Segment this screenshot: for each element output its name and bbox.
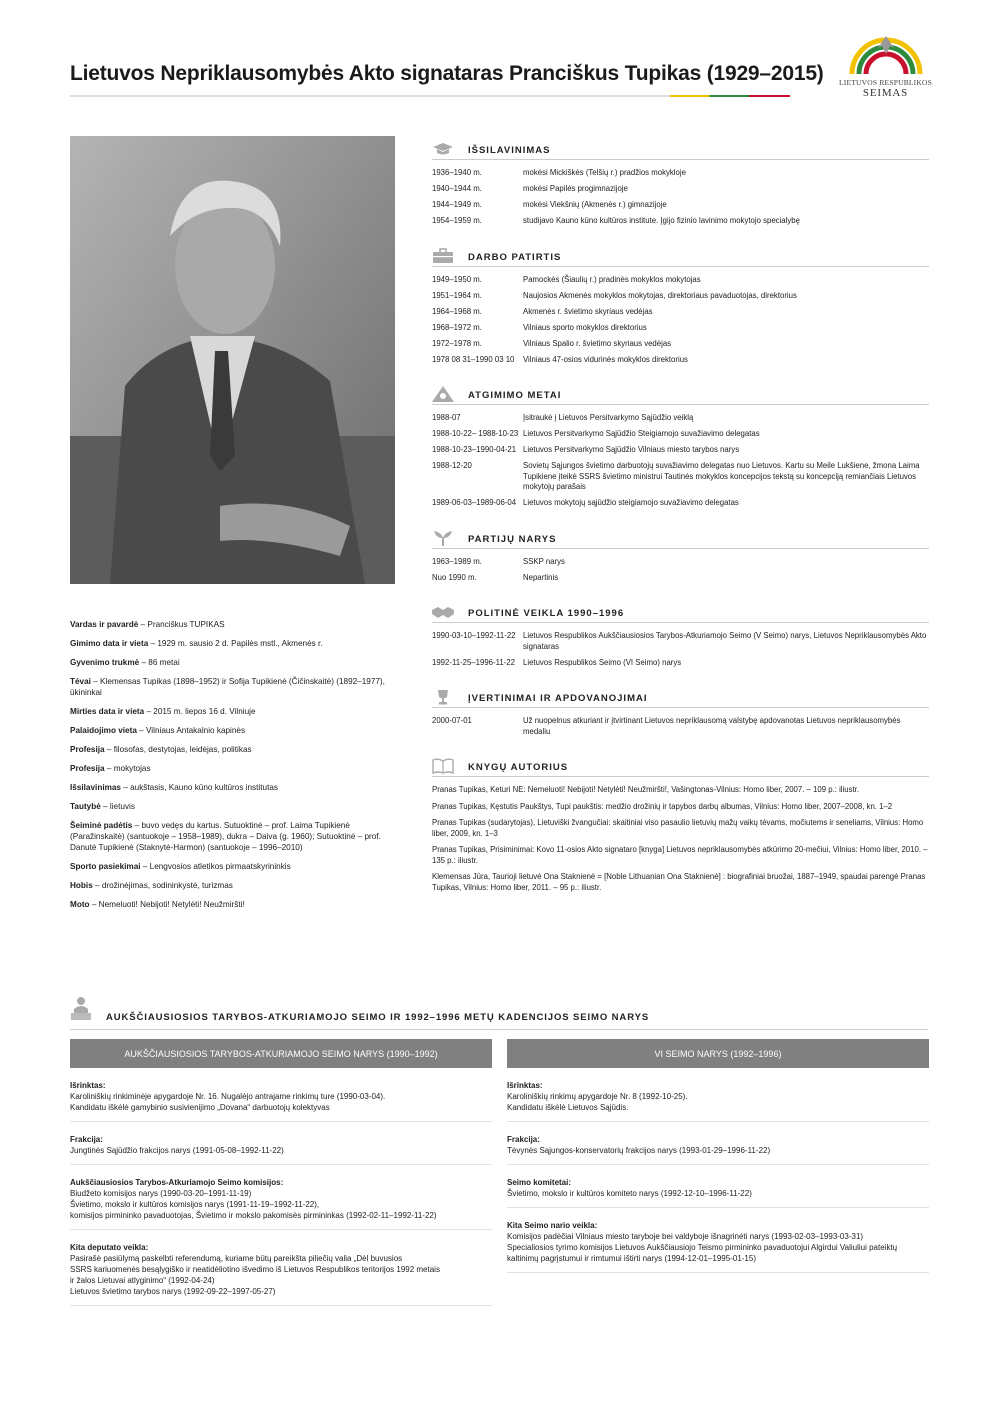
list-item — [432, 429, 929, 440]
info-line: Komisijos padėčiai Vilniaus miesto taryboje bei valdyboje išnagrinėti narys (1993-02-03–1993-03-31) — [507, 1232, 864, 1241]
section-header — [432, 142, 929, 160]
info-line: Specialiosios tyrimo komisijos Lietuvos Aukščiausiojo Teismo pirmininko pavaduotojui Algirdui Valiuliui pateiktų — [507, 1243, 898, 1252]
item-text: Akmenės r. švietimo skyriaus vedėjas — [523, 306, 653, 316]
section-title: PARTIJŲ NARYS — [468, 533, 557, 545]
section-sprout — [432, 531, 929, 584]
list-item — [432, 785, 929, 796]
item-text: Pranas Tupikas, Keturi NE: Nemeluoti! Nebijoti! Netylėti! Neužmiršti!, Vašingtonas-Vilnius: Homo liber, 2007. – 109 p.: iliustr. — [432, 785, 860, 794]
item-text: Sovietų Sąjungos švietimo darbuotojų suvažiavimo delegatas nuo Lietuvos. Kartu su Meile Lukšiene, žmona Laima Tupikiene įteikė SSRS švietimo ministrui Tautinės mokyklos koncepcijos tekstą su koncepciją remiančiais Lietuvos mokytojų parašais — [523, 461, 920, 491]
info-block-heading: Frakcija: — [70, 1135, 103, 1144]
profile-item — [70, 763, 400, 774]
profile-item — [70, 638, 400, 649]
info-block — [507, 1165, 929, 1208]
profile-item — [70, 782, 400, 793]
profile-label: Šeiminė padėtis — [70, 821, 133, 830]
profile-label: Gimimo data ir vieta — [70, 639, 149, 648]
briefcase-icon — [432, 248, 454, 264]
profile-item — [70, 880, 400, 891]
list-item — [432, 355, 929, 366]
section-title: ATGIMIMO METAI — [468, 390, 562, 401]
item-text: Naujosios Akmenės mokyklos mokytojas, direktoriaus pavaduotojas, direktorius — [523, 290, 797, 300]
item-date: 1988-07 — [432, 413, 461, 422]
item-date: 1954–1959 m. — [432, 216, 482, 225]
info-block — [70, 1068, 492, 1122]
item-date: 1992-11-25–1996-11-22 — [432, 657, 515, 667]
info-block — [70, 1122, 492, 1165]
item-text: studijavo Kauno kūno kultūros institute. Įgijo fizinio lavinimo mokytojo specialybę — [523, 216, 800, 225]
list-item — [432, 631, 929, 652]
info-block-heading: Aukščiausiosios Tarybos-Atkuriamojo Seimo komisijos: — [70, 1178, 284, 1187]
list-item — [432, 845, 929, 866]
section-title: IŠSILAVINIMAS — [468, 145, 551, 156]
item-date: 1989-06-03–1989-06-04 — [432, 498, 517, 507]
section-header — [432, 759, 929, 777]
item-date: 2000-07-01 — [432, 716, 472, 725]
list-item — [432, 461, 929, 493]
item-date: 1978 08 31–1990 03 10 — [432, 354, 515, 364]
list-item — [432, 658, 929, 669]
section-open-book — [432, 759, 929, 893]
section-graduation-cap — [432, 142, 929, 227]
section-trophy — [432, 690, 929, 737]
item-text: mokėsi Mickiškės (Telšių r.) pradžios mokykloje — [523, 168, 686, 177]
page-title: Lietuvos Nepriklausomybės Akto signataras Pranciškus Tupikas (1929–2015) — [70, 62, 824, 85]
item-text: mokėsi Papilės progimnazijoje — [523, 184, 628, 193]
sajudis-emblem-icon — [432, 386, 454, 402]
section-title: POLITINĖ VEIKLA 1990–1996 — [468, 608, 625, 619]
profile-label: Mirties data ir vieta — [70, 707, 145, 716]
list-item — [432, 498, 929, 509]
profile-label: Vardas ir pavardė — [70, 620, 139, 629]
profile-label: Išsilavinimas — [70, 783, 121, 792]
profile-item — [70, 619, 400, 630]
sprout-icon — [432, 530, 454, 546]
profile-label: Hobis — [70, 881, 93, 890]
info-line: Kandidatu iškėlė Lietuvos Sąjūdis. — [507, 1103, 629, 1112]
item-date: 1944–1949 m. — [432, 200, 482, 209]
seimas-logo — [838, 30, 933, 102]
list-item — [432, 445, 929, 456]
item-date: 1940–1944 m. — [432, 184, 482, 193]
seimas-emblem-icon — [846, 30, 926, 76]
profile-label: Tautybė — [70, 802, 101, 811]
profile-value: – filosofas, destytojas, leidėjas, politikas — [104, 745, 252, 754]
info-line: komisijos pirmininko pavaduotojas, Švietimo ir mokslo pakomisės pirmininkas (1992-02-11–1992-11-22) — [70, 1211, 437, 1220]
list-item — [432, 184, 929, 195]
profile-value: – 86 metai — [139, 658, 180, 667]
profile-label: Palaidojimo vieta — [70, 726, 137, 735]
item-date: 1968–1972 m. — [432, 322, 482, 332]
list-item — [432, 291, 929, 302]
profile-label: Tėvai — [70, 677, 91, 686]
supreme-council-bar: AUKŠČIAUSIOSIOS TARYBOS-ATKURIAMOJO SEIMO NARYS (1990–1992) — [70, 1039, 492, 1068]
info-block-heading: Seimo komitetai: — [507, 1178, 572, 1187]
profile-item — [70, 657, 400, 668]
section-header — [432, 690, 929, 708]
item-date: 1963–1989 m. — [432, 556, 482, 566]
info-block-heading: Išrinktas: — [70, 1081, 106, 1090]
profile-value: – Lengvosios atletikos pirmaatskyrininkis — [140, 862, 291, 871]
profile-item — [70, 725, 400, 736]
list-item — [432, 307, 929, 318]
profile-value: – Nemeluoti! Nebijoti! Netylėti! Neužmiršti! — [89, 900, 245, 909]
profile-value: – mokytojas — [104, 764, 151, 773]
section-title: KNYGŲ AUTORIUS — [468, 762, 569, 773]
info-block-heading: Kita deputato veikla: — [70, 1243, 149, 1252]
info-block — [507, 1068, 929, 1122]
item-date: 1990-03-10–1992-11-22 — [432, 631, 516, 640]
item-text: Klemensas Jūra, Taurioji lietuvė Ona Staknienė = [Noble Lithuanian Ona Staknienė] : biografiniai bruožai, 1887–1949, spaudai parengė Pranas Tupikas, Vilnius: Homo liber, 2011. – 95 p.: iliustr. — [432, 872, 926, 892]
item-text: Įsitraukė į Lietuvos Persitvarkymo Sąjūdžio veiklą — [523, 413, 694, 422]
item-text: Pranas Tupikas, Prisiminimai: Kovo 11-osios Akto signataro [knyga] Lietuvos nepriklausomybės atkūrimo 20-mečiui, Vilnius: Homo liber, 2010. – 135 p.: iliustr. — [432, 845, 928, 865]
profile-value: – 1929 m. sausio 2 d. Papilės mstl., Akmenės r. — [148, 639, 323, 648]
profile-item — [70, 820, 400, 853]
info-line: Švietimo, mokslo ir kultūros komiteto narys (1992-12-10–1996-11-22) — [507, 1189, 752, 1198]
item-date: 1988-10-23–1990-04-21 — [432, 445, 517, 454]
logo-line-1: LIETUVOS RESPUBLIKOS — [839, 78, 932, 87]
profile-value: – 2015 m. liepos 16 d. Vilniuje — [144, 707, 256, 716]
profile-value: – Klemensas Tupikas (1898–1952) ir Sofija Tupikienė (Čičinskaitė) (1892–1977), ūkininkai — [70, 677, 385, 697]
biography-sections — [432, 142, 929, 915]
section-header — [432, 605, 929, 623]
item-text: Vilniaus 47-osios vidurinės mokyklos direktorius — [523, 354, 688, 364]
item-text: Už nuopelnus atkuriant ir įtvirtinant Lietuvos nepriklausomą valstybę apdovanotas Lietuvos nepriklausomybės medaliu — [523, 716, 901, 736]
info-block — [70, 1165, 492, 1230]
supreme-council-column — [70, 1039, 492, 1306]
parliament-section-title: AUKŠČIAUSIOSIOS TARYBOS-ATKURIAMOJO SEIMO IR 1992–1996 METŲ KADENCIJOS SEIMO NARYS — [106, 1012, 650, 1023]
list-item — [432, 802, 929, 813]
item-text: Vilniaus Spalio r. švietimo skyriaus vedėjas — [523, 338, 672, 348]
profile-label: Gyvenimo trukmė — [70, 658, 140, 667]
info-block — [507, 1122, 929, 1165]
profile-label: Profesija — [70, 745, 105, 754]
info-line: Jungtinės Sąjūdžio frakcijos narys (1991-05-08–1992-11-22) — [70, 1146, 284, 1155]
profile-item — [70, 801, 400, 812]
item-text: Lietuvos Respublikos Seimo (VI Seimo) narys — [523, 657, 682, 667]
list-item — [432, 200, 929, 211]
profile-label: Profesija — [70, 764, 105, 773]
parliament-section-header — [70, 995, 928, 1030]
info-block-heading: Kita Seimo nario veikla: — [507, 1221, 598, 1230]
profile-item — [70, 706, 400, 717]
profile-item — [70, 676, 400, 698]
list-item — [432, 413, 929, 424]
info-line: Biudžeto komisijos narys (1990-03-20–1991-11-19) — [70, 1189, 252, 1198]
item-text: Pamockės (Šiaulių r.) pradinės mokyklos mokytojas — [523, 274, 701, 284]
list-item — [432, 716, 929, 737]
handshake-icon — [432, 604, 454, 620]
item-text: Vilniaus sporto mokyklos direktorius — [523, 322, 647, 332]
profile-value: – Pranciškus TUPIKAS — [138, 620, 225, 629]
info-line: Lietuvos švietimo tarybos narys (1992-09-22–1997-05-27) — [70, 1287, 276, 1296]
item-date: 1988-12-20 — [432, 461, 472, 470]
list-item — [432, 557, 929, 568]
profile-item — [70, 861, 400, 872]
section-handshake — [432, 605, 929, 668]
section-title: DARBO PATIRTIS — [468, 251, 562, 263]
info-line: Pasirašė pasiūlymą paskelbti referendumą, kuriame būtų pareikšta piliečių valia „Dėl buvusios — [70, 1254, 403, 1263]
open-book-icon — [432, 758, 454, 774]
info-line: kaltinimų pagrįstumui ir rimtumui ištirti narys (1994-12-01–1995-01-15) — [507, 1254, 756, 1263]
sixth-seimas-bar: VI SEIMO NARYS (1992–1996) — [507, 1039, 929, 1068]
trophy-icon — [432, 689, 454, 705]
item-date: 1972–1978 m. — [432, 338, 482, 348]
profile-value: – aukštasis, Kauno kūno kultūros institutas — [120, 783, 278, 792]
info-line: ir žalos Lietuvai atlyginimo“ (1992-04-24) — [70, 1276, 215, 1285]
profile-value: – drožinėjimas, sodininkystė, turizmas — [92, 881, 233, 890]
item-text: Lietuvos mokytojų sąjūdžio steigiamojo suvažiavimo delegatas — [523, 498, 739, 507]
item-date: 1936–1940 m. — [432, 168, 482, 177]
info-line: Tėvynės Sąjungos-konservatorių frakcijos narys (1993-01-29–1996-11-22) — [507, 1146, 771, 1155]
profile-label: Sporto pasiekimai — [70, 862, 141, 871]
profile-details — [70, 619, 400, 918]
item-text: Nepartinis — [523, 572, 559, 582]
portrait-photo — [70, 136, 395, 584]
info-line: Karoliniškių rinkimų apygardoje Nr. 8 (1992-10-25). — [507, 1092, 688, 1101]
section-briefcase — [432, 249, 929, 366]
item-date: Nuo 1990 m. — [432, 572, 477, 582]
section-sajudis-emblem — [432, 387, 929, 509]
sixth-seimas-column — [507, 1039, 929, 1273]
profile-value: – Vilniaus Antakalnio kapinės — [136, 726, 246, 735]
item-text: Lietuvos Persitvarkymo Sąjūdžio Steigiamojo suvažiavimo delegatas — [523, 429, 760, 438]
profile-label: Moto — [70, 900, 90, 909]
list-item — [432, 323, 929, 334]
item-date: 1988-10-22– 1988-10-23 — [432, 429, 519, 438]
item-text: Pranas Tupikas, Kęstutis Paukštys, Tupi paukštis: medžio drožinių ir tapybos darbų albumas, Vilnius: Homo liber, 2007–2008, kn. 1–2 — [432, 801, 893, 811]
graduation-cap-icon — [432, 141, 454, 157]
info-block — [507, 1208, 929, 1273]
list-item — [432, 339, 929, 350]
list-item — [432, 168, 929, 179]
item-date: 1949–1950 m. — [432, 274, 482, 284]
item-text: Lietuvos Respublikos Aukščiausiosios Tarybos-Atkuriamojo Seimo (V Seimo) narys, Lietuvos Nepriklausomybės Akto signataras — [523, 631, 927, 651]
section-header — [432, 387, 929, 405]
section-header — [432, 531, 929, 549]
info-line: Švietimo, mokslo ir kultūros komisijos narys (1991-11-19–1992-11-22), — [70, 1200, 320, 1209]
info-block-heading: Frakcija: — [507, 1135, 540, 1144]
item-text: mokėsi Viekšnių (Akmenės r.) gimnazijoje — [523, 200, 667, 209]
logo-line-2: SEIMAS — [862, 87, 909, 99]
info-line: SSRS kariuomenės besąlygiško ir neatidėliotino išvedimo iš Lietuvos Respublikos teritorijos 1992 metais — [70, 1265, 440, 1274]
info-block — [70, 1230, 492, 1306]
info-line: Kandidatu iškėlė gamybinio susivienijimo „Dovana“ darbuotojų kolektyvas — [70, 1103, 330, 1112]
list-item — [432, 573, 929, 584]
info-block-heading: Išrinktas: — [507, 1081, 543, 1090]
title-divider — [70, 95, 790, 97]
profile-item — [70, 899, 400, 910]
list-item — [432, 275, 929, 286]
podium-speaker-icon — [70, 995, 92, 1021]
item-text: Lietuvos Persitvarkymo Sąjūdžio Vilniaus miesto tarybos narys — [523, 445, 740, 454]
profile-item — [70, 744, 400, 755]
item-date: 1951–1964 m. — [432, 290, 482, 300]
item-text: Pranas Tupikas (sudarytojas), Lietuviški žvangučiai: skaitiniai viso pasaulio lietuvių mažų vaikų tėvams, močiutems ir seneliams, Vilnius: Homo liber, 2009, kn. 1–3 — [432, 818, 924, 838]
section-header — [432, 249, 929, 267]
section-title: ĮVERTINIMAI IR APDOVANOJIMAI — [468, 693, 648, 704]
profile-value: – buvo vedęs du kartus. Sutuoktinė – prof. Laima Tupikienė (Paražinskaitė) (santuokoje – 1958–1989), dukra – Daiva (g. 1960); Sutuoktinė – prof. Danutė Tupikienė (Staknytė-Harmon) (santuokoje – 1996–2010) — [70, 821, 381, 852]
flag-accent — [670, 95, 790, 97]
list-item — [432, 818, 929, 839]
profile-value: – lietuvis — [100, 802, 135, 811]
list-item — [432, 216, 929, 227]
list-item — [432, 872, 929, 893]
item-text: SSKP narys — [523, 556, 565, 566]
item-date: 1964–1968 m. — [432, 306, 482, 316]
info-line: Karoliniškių rinkiminėje apygardoje Nr. 16. Nugalėjo antrajame rinkimų ture (1990-03-04). — [70, 1092, 386, 1101]
